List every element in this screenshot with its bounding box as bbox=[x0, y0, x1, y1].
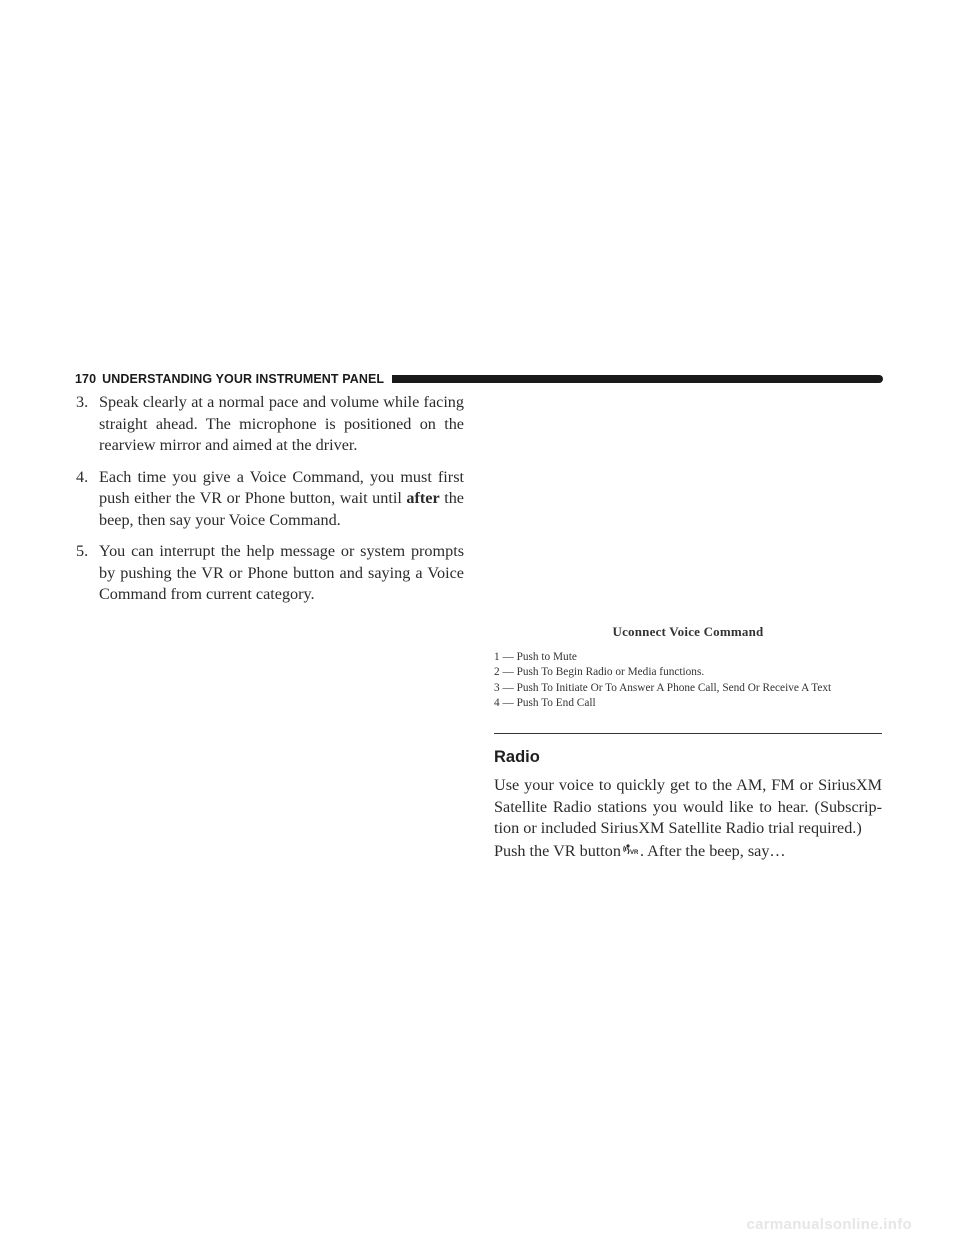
push-vr-paragraph bbox=[494, 841, 882, 863]
caption-divider bbox=[494, 733, 882, 734]
figure-callout-list bbox=[494, 650, 882, 711]
callout-item: 2 — Push To Begin Radio or Media functions. bbox=[494, 666, 705, 679]
figure-caption-title: Uconnect Voice Command bbox=[612, 624, 764, 639]
list-item-text: You can interrupt the help message or system prompts by pushing the VR or Phone button and saying a Voice Command from current category. bbox=[99, 542, 464, 603]
list-item bbox=[76, 467, 464, 532]
left-column bbox=[76, 392, 464, 616]
radio-paragraph: Use your voice to quickly get to the AM, FM or SiriusXM Satellite Radio stations you would like to hear. (Subscrip-tion or included SiriusXM Satellite Radio trial required.) bbox=[494, 776, 882, 837]
callout-item: 1 — Push to Mute bbox=[494, 651, 577, 663]
after-beep-text: . After the beep, say… bbox=[639, 842, 786, 860]
list-item-text-start: Each time you give a Voice Command, you must first push either the VR or Phone button, wait until bbox=[99, 467, 464, 507]
chapter-title: UNDERSTANDING YOUR INSTRUMENT PANEL bbox=[102, 372, 385, 386]
section-heading: Radio bbox=[494, 748, 540, 766]
list-item-number: 3. bbox=[76, 393, 89, 411]
list-item-text: Speak clearly at a normal pace and volume while facing straight ahead. The microphone is positioned on the rearview mirror and aimed at the driver. bbox=[99, 393, 464, 454]
callout-item: 4 — Push To End Call bbox=[494, 696, 596, 709]
list-item-number: 5. bbox=[76, 542, 89, 560]
header-rule bbox=[392, 375, 883, 383]
watermark: carmanualsonline.info bbox=[746, 1216, 912, 1233]
page-header bbox=[75, 372, 883, 386]
callout-item: 3 — Push To Initiate Or To Answer A Phone Call, Send Or Receive A Text bbox=[494, 681, 832, 694]
list-item bbox=[76, 392, 464, 457]
emphasis-after: after bbox=[406, 489, 440, 507]
page-number: 170 bbox=[75, 372, 97, 386]
list-item-text-end: the beep, then say your Voice Command. bbox=[99, 489, 464, 529]
svg-text:VR: VR bbox=[629, 850, 639, 856]
list-item-text bbox=[99, 467, 464, 532]
voice-recognition-icon bbox=[623, 842, 639, 856]
list-item bbox=[76, 541, 464, 606]
list-item-number: 4. bbox=[76, 467, 89, 486]
push-vr-text: Push the VR button bbox=[494, 842, 621, 860]
